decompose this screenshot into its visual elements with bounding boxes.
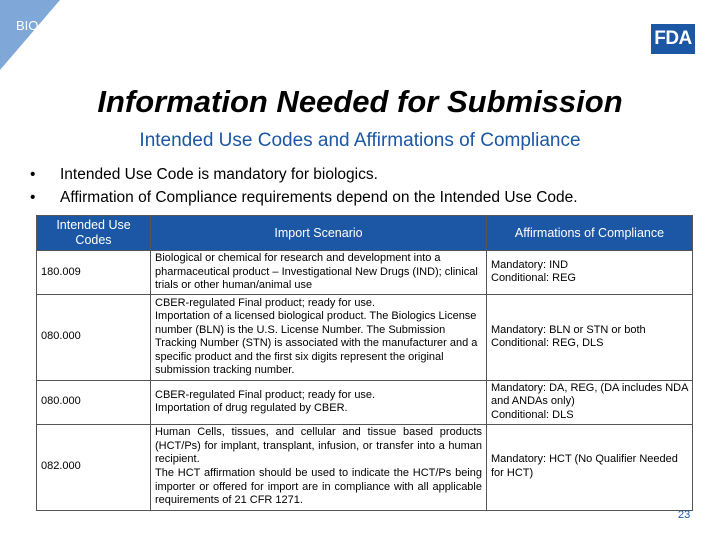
bullet-icon: • (30, 189, 36, 206)
affirmation-requirements: Mandatory: BLN or STN or both Conditional: REG, DLS (487, 294, 693, 380)
intended-use-table (36, 215, 693, 511)
import-scenario: Human Cells, tissues, and cellular and tissue based products (HCT/Ps) for implant, transplant, infusion, or transfer into a human recipient. The HCT affirmation should be used to indicate the HCT/Ps being importer or offered for import are in compliance with all applicable requirements of 21 CFR 1271. (151, 424, 487, 510)
affirmation-requirements: Mandatory: HCT (No Qualifier Needed for HCT) (487, 424, 693, 510)
bullet-item (30, 163, 578, 186)
import-scenario: CBER-regulated Final product; ready for use. Importation of a licensed biological product. The Biologics License number (BLN) is the U.S. License Number. The Submission Tracking Number (STN) is associated with the manufacturer and a specific product and the first six digits represent the original submission tracking number. (151, 294, 487, 380)
bullet-icon: • (30, 166, 36, 183)
table-row (37, 294, 693, 380)
table-row (37, 424, 693, 510)
bullet-list (30, 163, 578, 209)
import-scenario: CBER-regulated Final product; ready for use. Importation of drug regulated by CBER. (151, 380, 487, 424)
import-scenario: Biological or chemical for research and development into a pharmaceutical product – Investigational New Drugs (IND); clinical trials or other human/animal use (151, 251, 487, 295)
bullet-text: Affirmation of Compliance requirements depend on the Intended Use Code. (60, 189, 578, 206)
intended-use-code: 180.009 (37, 251, 151, 295)
corner-label: BIO (16, 18, 39, 33)
fda-logo: FDA (651, 24, 695, 54)
bullet-text: Intended Use Code is mandatory for biologics. (60, 166, 378, 183)
bullet-item (30, 186, 578, 209)
corner-decoration (0, 0, 60, 70)
intended-use-code: 080.000 (37, 380, 151, 424)
table-row (37, 251, 693, 295)
intended-use-code: 082.000 (37, 424, 151, 510)
table-row (37, 380, 693, 424)
affirmation-requirements: Mandatory: IND Conditional: REG (487, 251, 693, 295)
table-header-row (37, 216, 693, 251)
page-subtitle: Intended Use Codes and Affirmations of Compliance (139, 130, 581, 151)
header-intended-use-codes: Intended Use Codes (37, 216, 151, 251)
affirmation-requirements: Mandatory: DA, REG, (DA includes NDA and ANDAs only) Conditional: DLS (487, 380, 693, 424)
header-affirmations: Affirmations of Compliance (487, 216, 693, 251)
page-title: Information Needed for Submission (97, 84, 623, 119)
page-number: 23 (678, 509, 691, 521)
intended-use-code: 080.000 (37, 294, 151, 380)
header-import-scenario: Import Scenario (151, 216, 487, 251)
